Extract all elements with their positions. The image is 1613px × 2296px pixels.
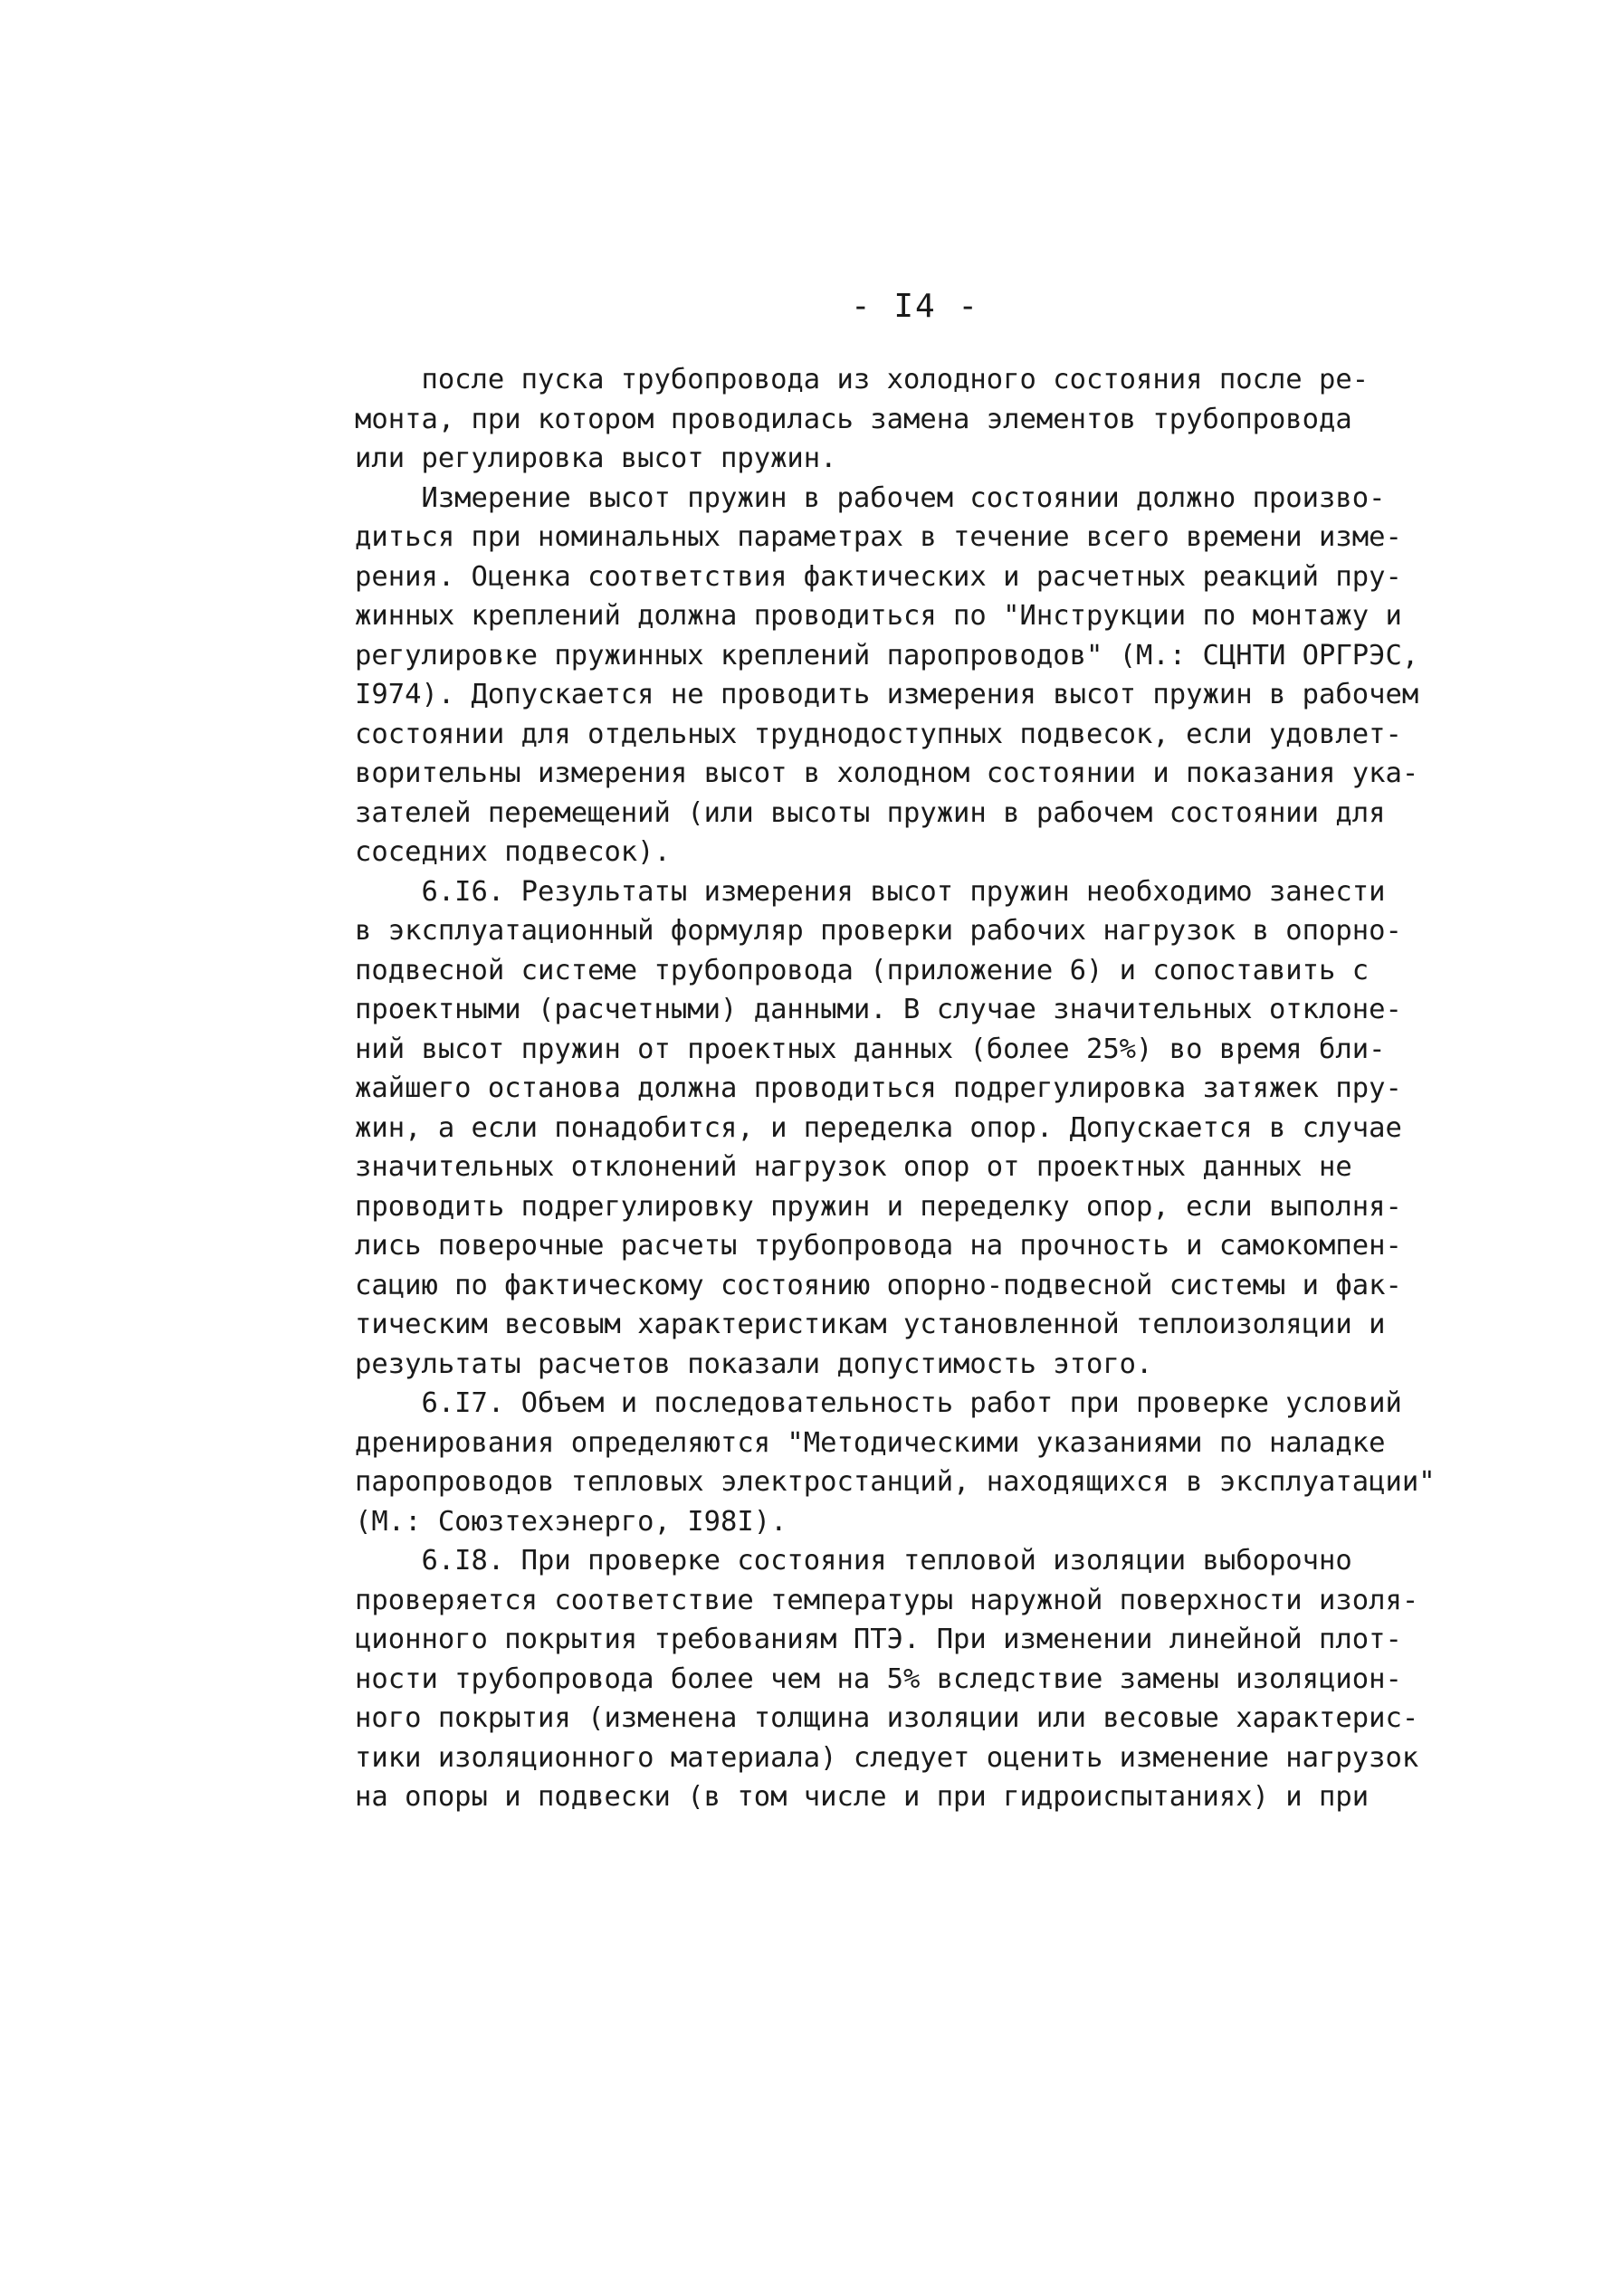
text-line: результаты расчетов показали допустимость этого. bbox=[355, 1348, 1153, 1380]
text-line: состоянии для отдельных труднодоступных подвесок, если удовлет- bbox=[355, 718, 1402, 750]
text-line: ного покрытия (изменена толщина изоляции или весовые характерис- bbox=[355, 1702, 1419, 1734]
text-line: 6.I8. При проверке состояния тепловой изоляции выборочно bbox=[355, 1545, 1352, 1577]
text-line: или регулировка высот пружин. bbox=[355, 443, 837, 474]
text-line: дренирования определяются "Методическими указаниями по наладке bbox=[355, 1426, 1386, 1459]
text-line: проверяется соответствие температуры наружной поверхности изоля- bbox=[355, 1584, 1419, 1616]
text-line: диться при номинальных параметрах в течение всего времени изме- bbox=[355, 521, 1402, 553]
text-line: 6.I7. Объем и последовательность работ при проверке условий bbox=[355, 1387, 1402, 1419]
text-line: на опоры и подвески (в том числе и при гидроиспытаниях) и при bbox=[355, 1781, 1370, 1813]
text-line: сацию по фактическому состоянию опорно-подвесной системы и фак- bbox=[355, 1269, 1402, 1301]
text-line: рения. Оценка соответствия фактических и расчетных реакций пру- bbox=[355, 560, 1402, 593]
text-line: подвесной системе трубопровода (приложение 6) и сопоставить с bbox=[355, 954, 1370, 986]
text-line: лись поверочные расчеты трубопровода на прочность и самокомпен- bbox=[355, 1230, 1402, 1262]
page-number: - I4 - bbox=[851, 288, 980, 325]
text-line: I974). Допускается не проводить измерения высот пружин в рабочем bbox=[355, 679, 1419, 710]
text-line: 6.I6. Результаты измерения высот пружин необходимо занести bbox=[355, 875, 1386, 908]
text-line: проводить подрегулировку пружин и переделку опор, если выполня- bbox=[355, 1190, 1402, 1223]
text-line: значительных отклонений нагрузок опор от проектных данных не bbox=[355, 1151, 1352, 1183]
text-line: жинных креплений должна проводиться по "Инструкции по монтажу и bbox=[355, 600, 1402, 632]
text-line: жин, а если понадобится, и переделка опор. Допускается в случае bbox=[355, 1111, 1402, 1144]
text-line: ний высот пружин от проектных данных (более 25%) во время бли- bbox=[355, 1033, 1386, 1065]
text-line: регулировке пружинных креплений паропроводов" (М.: СЦНТИ ОРГРЭС, bbox=[355, 639, 1419, 672]
text-line: после пуска трубопровода из холодного состояния после ре- bbox=[355, 364, 1370, 395]
text-line: в эксплуатационный формуляр проверки рабочих нагрузок в опорно- bbox=[355, 915, 1402, 947]
text-line: тики изоляционного материала) следует оценить изменение нагрузок bbox=[355, 1741, 1419, 1774]
text-line: паропроводов тепловых электростанций, находящихся в эксплуатации" bbox=[355, 1466, 1436, 1498]
text-line: проектными (расчетными) данными. В случае значительных отклоне- bbox=[355, 994, 1402, 1025]
text-line: (М.: Союзтехэнерго, I98I). bbox=[355, 1505, 787, 1538]
text-line: ворительны измерения высот в холодном состоянии и показания ука- bbox=[355, 757, 1419, 789]
text-line: зателей перемещений (или высоты пружин в рабочем состоянии для bbox=[355, 796, 1386, 829]
text-line: тическим весовым характеристикам установленной теплоизоляции и bbox=[355, 1309, 1386, 1340]
text-line: ционного покрытия требованиям ПТЭ. При изменении линейной плот- bbox=[355, 1624, 1402, 1655]
text-line: соседних подвесок). bbox=[355, 836, 671, 868]
body-text bbox=[355, 360, 1486, 1817]
text-line: жайшего останова должна проводиться подрегулировка затяжек пру- bbox=[355, 1072, 1402, 1104]
text-line: Измерение высот пружин в рабочем состоянии должно произво- bbox=[355, 481, 1386, 514]
text-line: монта, при котором проводилась замена элементов трубопровода bbox=[355, 403, 1352, 435]
text-line: ности трубопровода более чем на 5% вследствие замены изоляцион- bbox=[355, 1662, 1402, 1695]
